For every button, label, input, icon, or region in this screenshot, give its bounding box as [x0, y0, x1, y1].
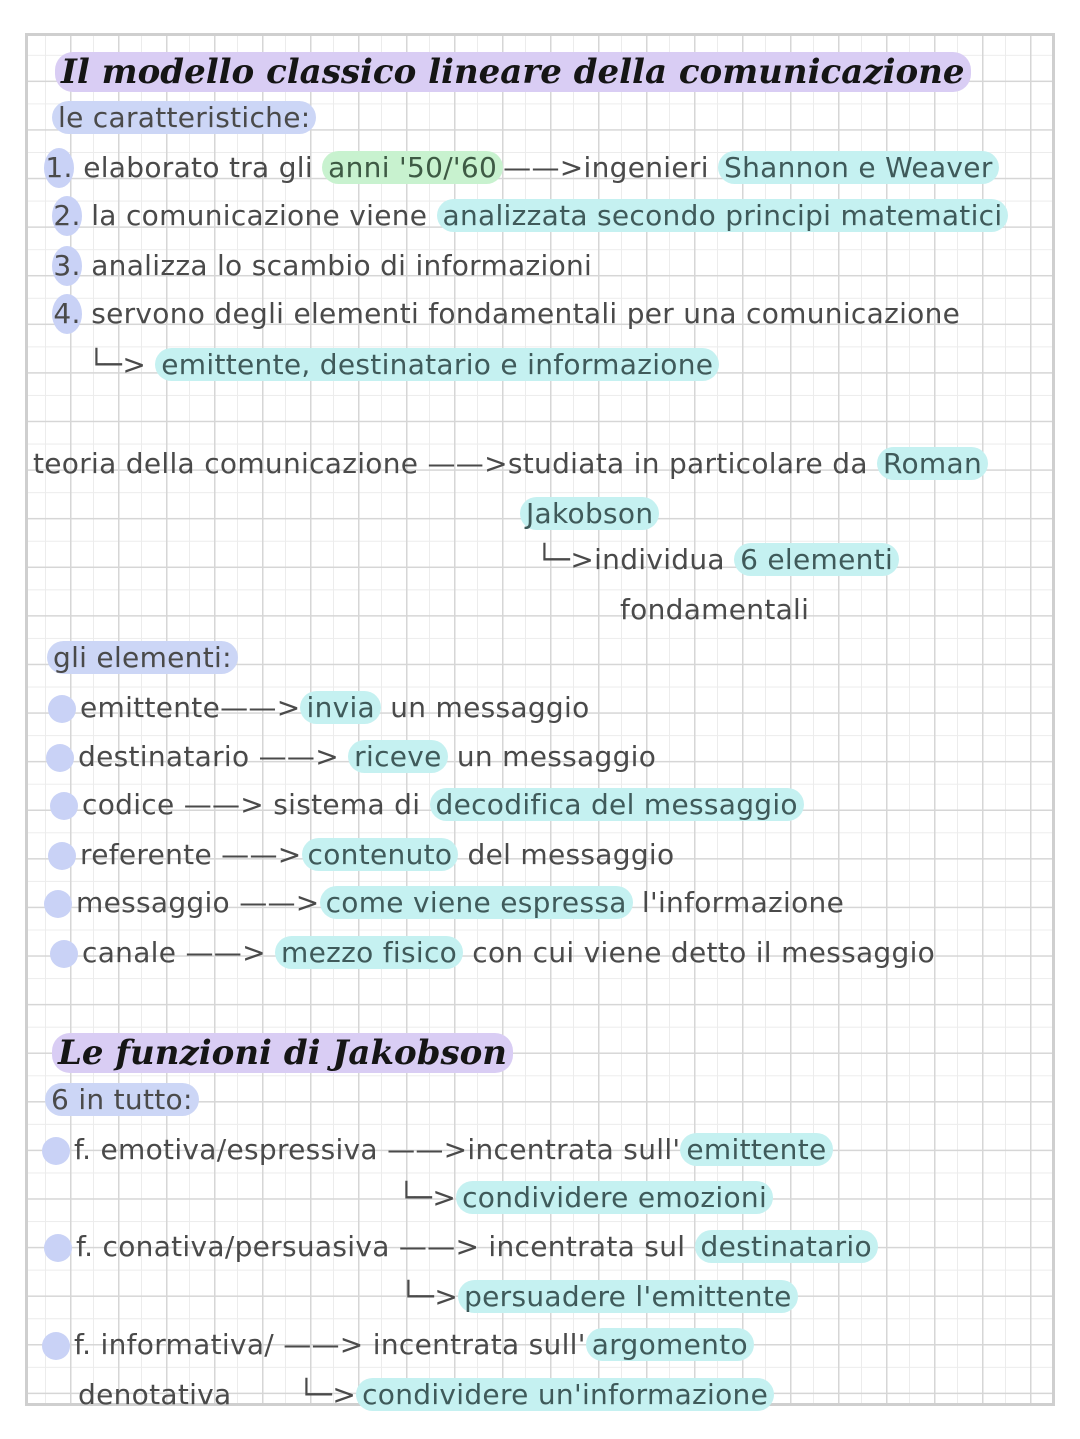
highlighted-text: emittente, destinatario e informazione: [155, 348, 719, 381]
number-marker: 1.: [44, 148, 74, 188]
highlighted-text: anni '50/'60: [322, 151, 503, 184]
highlighted-text: Jakobson: [520, 497, 659, 530]
note-text: f. informativa/ ——> incentrata sull': [74, 1328, 586, 1361]
bullet-dot-icon: [48, 842, 76, 870]
bullet-dot-icon: [44, 1234, 72, 1262]
bullet-dot-icon: [50, 940, 78, 968]
note-text: denotativa: [78, 1378, 232, 1411]
note-text: servono degli elementi fondamentali per una comunicazione: [91, 297, 961, 330]
note-text: f. emotiva/espressiva ——>incentrata sull': [74, 1133, 681, 1166]
f-emotiva-sub-line: [398, 1178, 773, 1218]
highlighted-text: Le funzioni di Jakobson: [52, 1033, 513, 1073]
note-text: elaborato tra gli: [83, 151, 323, 184]
heading-caratteristiche-line: [52, 98, 316, 138]
note-text: un messaggio: [381, 691, 590, 724]
f-emotiva-line: [42, 1130, 833, 1170]
note-text: emittente——>: [80, 691, 301, 724]
highlighted-text: Il modello classico lineare della comunicazione: [55, 52, 971, 92]
note-text: del messaggio: [458, 838, 675, 871]
title-funzioni-line: [52, 1033, 513, 1073]
highlighted-text: le caratteristiche:: [52, 101, 316, 134]
note-text: └─>: [88, 348, 156, 381]
bullet-dot-icon: [42, 1137, 70, 1165]
number-marker: 2.: [52, 196, 82, 236]
el-canale-line: [50, 933, 935, 973]
highlighted-text: Shannon e Weaver: [718, 151, 999, 184]
heading-tutto-line: [45, 1080, 199, 1120]
note-text: la comunicazione viene: [91, 199, 437, 232]
note-text: fondamentali: [620, 593, 810, 626]
highlighted-text: condividere un'informazione: [356, 1378, 774, 1411]
highlighted-text: come viene espressa: [320, 886, 633, 919]
el-referente-line: [48, 835, 674, 875]
el-emittente-line: [48, 688, 590, 728]
f-informativa-line: [42, 1325, 754, 1365]
number-marker: 4.: [52, 294, 82, 334]
note-text: └─>: [398, 1181, 457, 1214]
note-text: referente ——>: [80, 838, 302, 871]
note-text: l'informazione: [632, 886, 845, 919]
note-text: un messaggio: [447, 740, 657, 773]
bullet-dot-icon: [50, 792, 78, 820]
highlighted-text: 6 elementi: [734, 543, 899, 576]
note-text: analizza lo scambio di informazioni: [91, 249, 593, 282]
highlighted-text: Roman: [877, 447, 988, 480]
note-text: messaggio ——>: [76, 886, 320, 919]
highlighted-text: riceve: [348, 740, 448, 773]
highlighted-text: invia: [300, 691, 381, 724]
number-marker: 3.: [52, 246, 82, 286]
teoria-line: [33, 444, 988, 484]
note-text: destinatario ——>: [78, 740, 349, 773]
note-text: codice ——> sistema di: [82, 788, 430, 821]
highlighted-text: gli elementi:: [47, 641, 238, 674]
title-main-line: [55, 52, 971, 92]
f-conativa-sub-line: [400, 1277, 798, 1317]
heading-elementi-line: [47, 638, 238, 678]
note-text: f. conativa/persuasiva ——> incentrata sul: [76, 1230, 695, 1263]
teoria-4-line: [620, 590, 809, 630]
note-text: canale ——>: [82, 936, 276, 969]
f-informativa-2-line: [78, 1375, 232, 1415]
highlighted-text: condividere emozioni: [456, 1181, 773, 1214]
highlighted-text: persuadere l'emittente: [458, 1280, 798, 1313]
point-4-sub-line: [88, 345, 719, 385]
el-codice-line: [50, 785, 804, 825]
point-1-line: [44, 148, 999, 188]
bullet-dot-icon: [48, 695, 76, 723]
f-conativa-line: [44, 1227, 878, 1267]
highlighted-text: analizzata secondo principi matematici: [437, 199, 1009, 232]
note-text: con cui viene detto il messaggio: [463, 936, 936, 969]
point-4-line: [52, 294, 960, 334]
note-text: teoria della comunicazione ——>studiata in particolare da: [33, 447, 877, 480]
el-destinatario-line: [46, 737, 656, 777]
teoria-2-line: [520, 494, 659, 534]
bullet-dot-icon: [42, 1332, 70, 1360]
bullet-dot-icon: [44, 890, 72, 918]
highlighted-text: emittente: [680, 1133, 832, 1166]
teoria-3-line: [536, 540, 899, 580]
note-text: └─>individua: [536, 543, 735, 576]
note-text: └─>: [400, 1280, 459, 1313]
note-text: ——>ingenieri: [503, 151, 719, 184]
highlighted-text: decodifica del messaggio: [430, 788, 804, 821]
el-messaggio-line: [44, 883, 844, 923]
highlighted-text: destinatario: [695, 1230, 878, 1263]
point-3-line: [52, 246, 592, 286]
highlighted-text: contenuto: [302, 838, 459, 871]
highlighted-text: mezzo fisico: [275, 936, 463, 969]
bullet-dot-icon: [46, 744, 74, 772]
f-informativa-sub-line: [298, 1375, 774, 1415]
point-2-line: [52, 196, 1008, 236]
highlighted-text: argomento: [586, 1328, 754, 1361]
note-text: └─>: [298, 1378, 357, 1411]
highlighted-text: 6 in tutto:: [45, 1083, 199, 1116]
